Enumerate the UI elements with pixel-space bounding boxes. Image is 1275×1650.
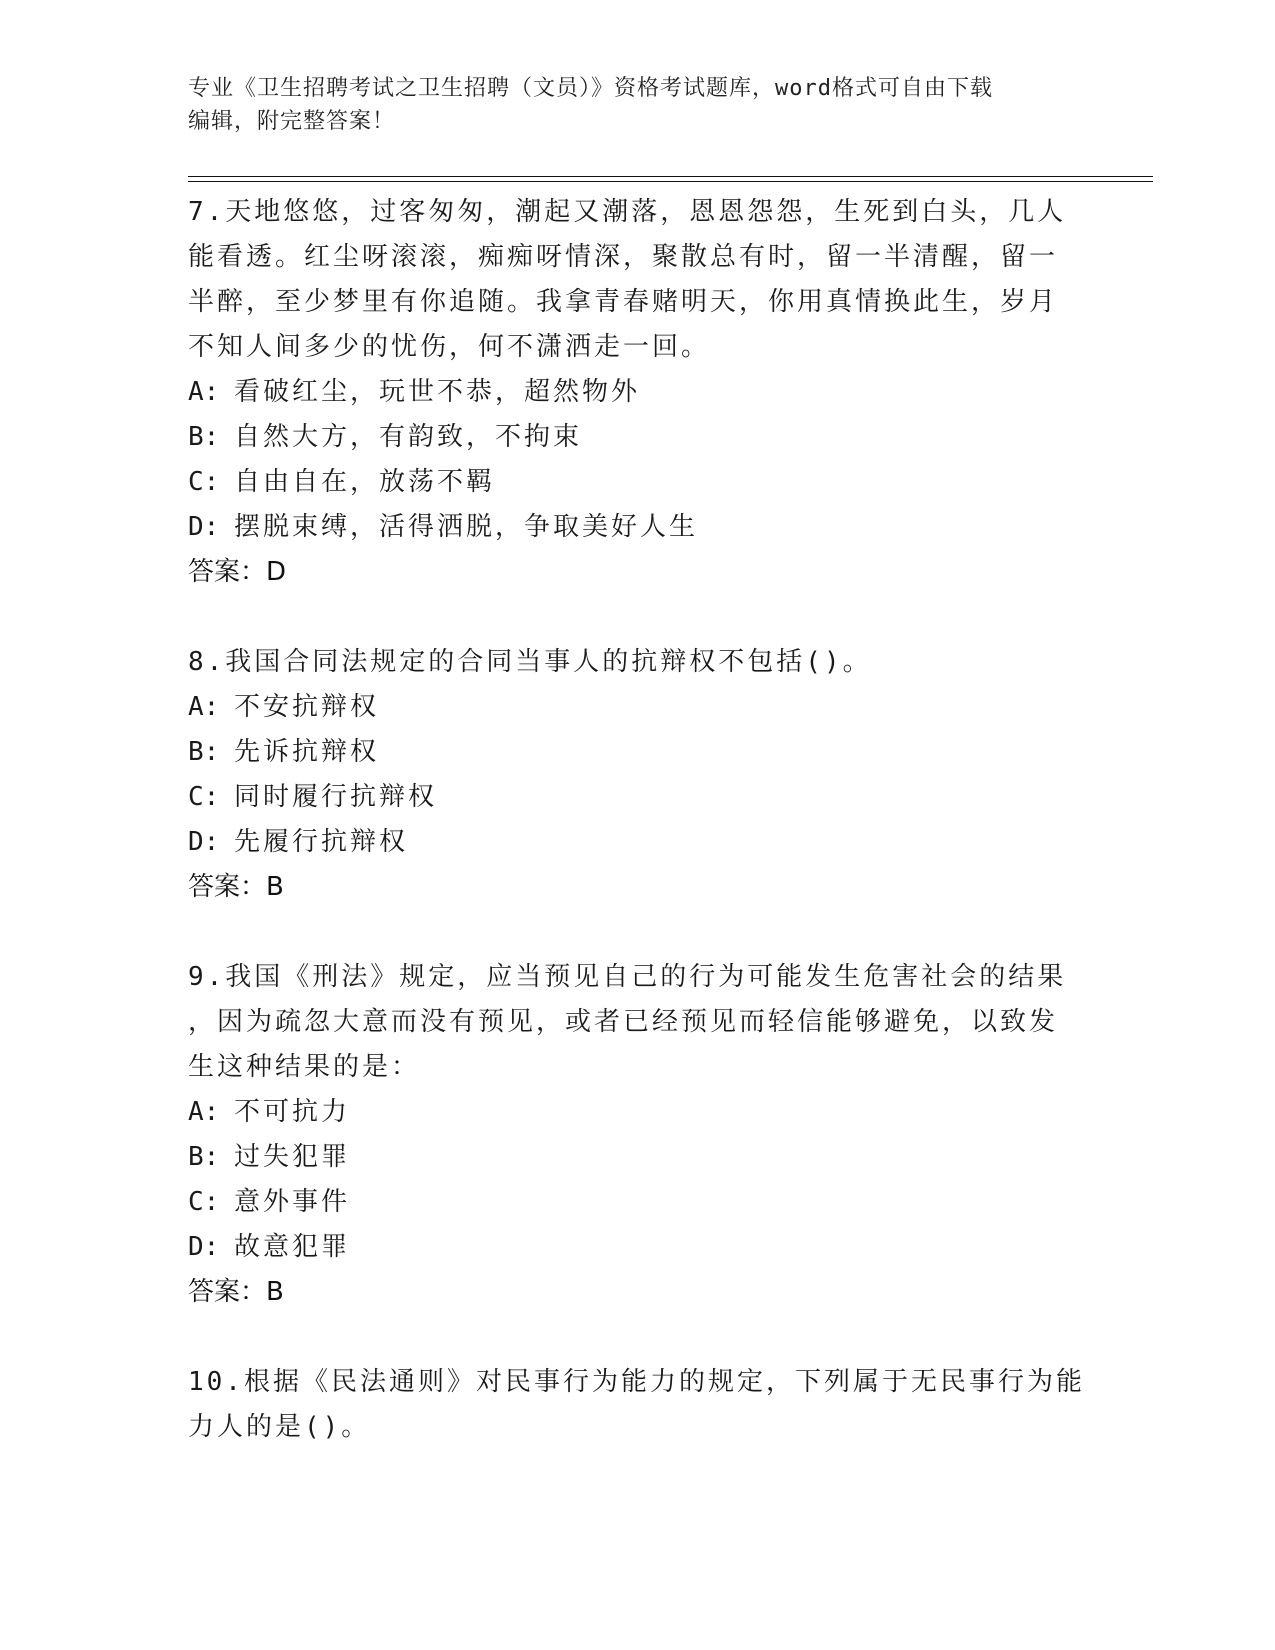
option-a xyxy=(188,370,1088,415)
question-stem-line: 7.天地悠悠，过客匆匆，潮起又潮落，恩恩怨怨，生死到白头，几人 xyxy=(188,197,1067,227)
question-stem-line: 力人的是()。 xyxy=(188,1412,371,1442)
question-stem-line: ，因为疏忽大意而没有预见，或者已经预见而轻信能够避免，以致发 xyxy=(188,1007,1059,1037)
option-text: 先诉抗辩权 xyxy=(234,737,380,767)
question-spacer xyxy=(188,595,1088,640)
option-key: A: xyxy=(188,1097,220,1127)
answer-line: 答案：B xyxy=(188,872,284,902)
option-b xyxy=(188,1135,1088,1180)
option-key: D: xyxy=(188,1232,220,1262)
question-10 xyxy=(188,1360,1088,1450)
option-key: D: xyxy=(188,512,220,542)
option-c xyxy=(188,775,1088,820)
option-a xyxy=(188,1090,1088,1135)
question-stem-line: 半醉，至少梦里有你追随。我拿青春赌明天，你用真情换此生，岁月 xyxy=(188,287,1059,317)
answer-line: 答案：D xyxy=(188,557,287,587)
option-key: B: xyxy=(188,737,220,767)
question-8 xyxy=(188,640,1088,910)
option-text: 不可抗力 xyxy=(234,1097,351,1127)
option-text: 同时履行抗辩权 xyxy=(234,782,438,812)
option-b xyxy=(188,415,1088,460)
option-text: 意外事件 xyxy=(234,1187,351,1217)
header-line-1: 专业《卫生招聘考试之卫生招聘（文员）》资格考试题库，word格式可自由下载 xyxy=(188,76,993,101)
question-spacer xyxy=(188,1315,1088,1360)
question-stem-line: 10.根据《民法通则》对民事行为能力的规定，下列属于无民事行为能 xyxy=(188,1367,1085,1397)
question-7 xyxy=(188,190,1088,595)
option-text: 故意犯罪 xyxy=(234,1232,351,1262)
option-text: 看破红尘，玩世不恭，超然物外 xyxy=(234,377,641,407)
question-spacer xyxy=(188,910,1088,955)
option-text: 不安抗辩权 xyxy=(234,692,380,722)
option-a xyxy=(188,685,1088,730)
option-text: 先履行抗辩权 xyxy=(234,827,409,857)
option-key: B: xyxy=(188,1142,220,1172)
option-key: C: xyxy=(188,782,220,812)
option-key: D: xyxy=(188,827,220,857)
option-text: 过失犯罪 xyxy=(234,1142,351,1172)
option-d xyxy=(188,820,1088,865)
option-key: A: xyxy=(188,692,220,722)
option-c xyxy=(188,1180,1088,1225)
question-stem-line: 生这种结果的是： xyxy=(188,1052,421,1082)
question-9 xyxy=(188,955,1088,1315)
document-header xyxy=(188,72,1088,138)
header-divider-top xyxy=(188,176,1153,177)
question-stem-line: 9.我国《刑法》规定，应当预见自己的行为可能发生危害社会的结果 xyxy=(188,962,1067,992)
option-text: 自然大方，有韵致，不拘束 xyxy=(234,422,583,452)
question-stem-line: 能看透。红尘呀滚滚，痴痴呀情深，聚散总有时，留一半清醒，留一 xyxy=(188,242,1059,272)
option-key: C: xyxy=(188,1187,220,1217)
option-d xyxy=(188,1225,1088,1270)
question-stem-line: 不知人间多少的忧伤，何不潇洒走一回。 xyxy=(188,332,711,362)
answer-line: 答案：B xyxy=(188,1277,284,1307)
option-text: 自由自在，放荡不羁 xyxy=(234,467,496,497)
option-key: B: xyxy=(188,422,220,452)
option-key: A: xyxy=(188,377,220,407)
option-key: C: xyxy=(188,467,220,497)
question-list xyxy=(188,190,1088,1450)
header-line-2: 编辑，附完整答案！ xyxy=(188,109,396,134)
option-b xyxy=(188,730,1088,775)
option-d xyxy=(188,505,1088,550)
question-stem-line: 8.我国合同法规定的合同当事人的抗辩权不包括()。 xyxy=(188,647,872,677)
option-text: 摆脱束缚，活得洒脱，争取美好人生 xyxy=(234,512,699,542)
option-c xyxy=(188,460,1088,505)
header-divider-bottom xyxy=(188,181,1153,182)
